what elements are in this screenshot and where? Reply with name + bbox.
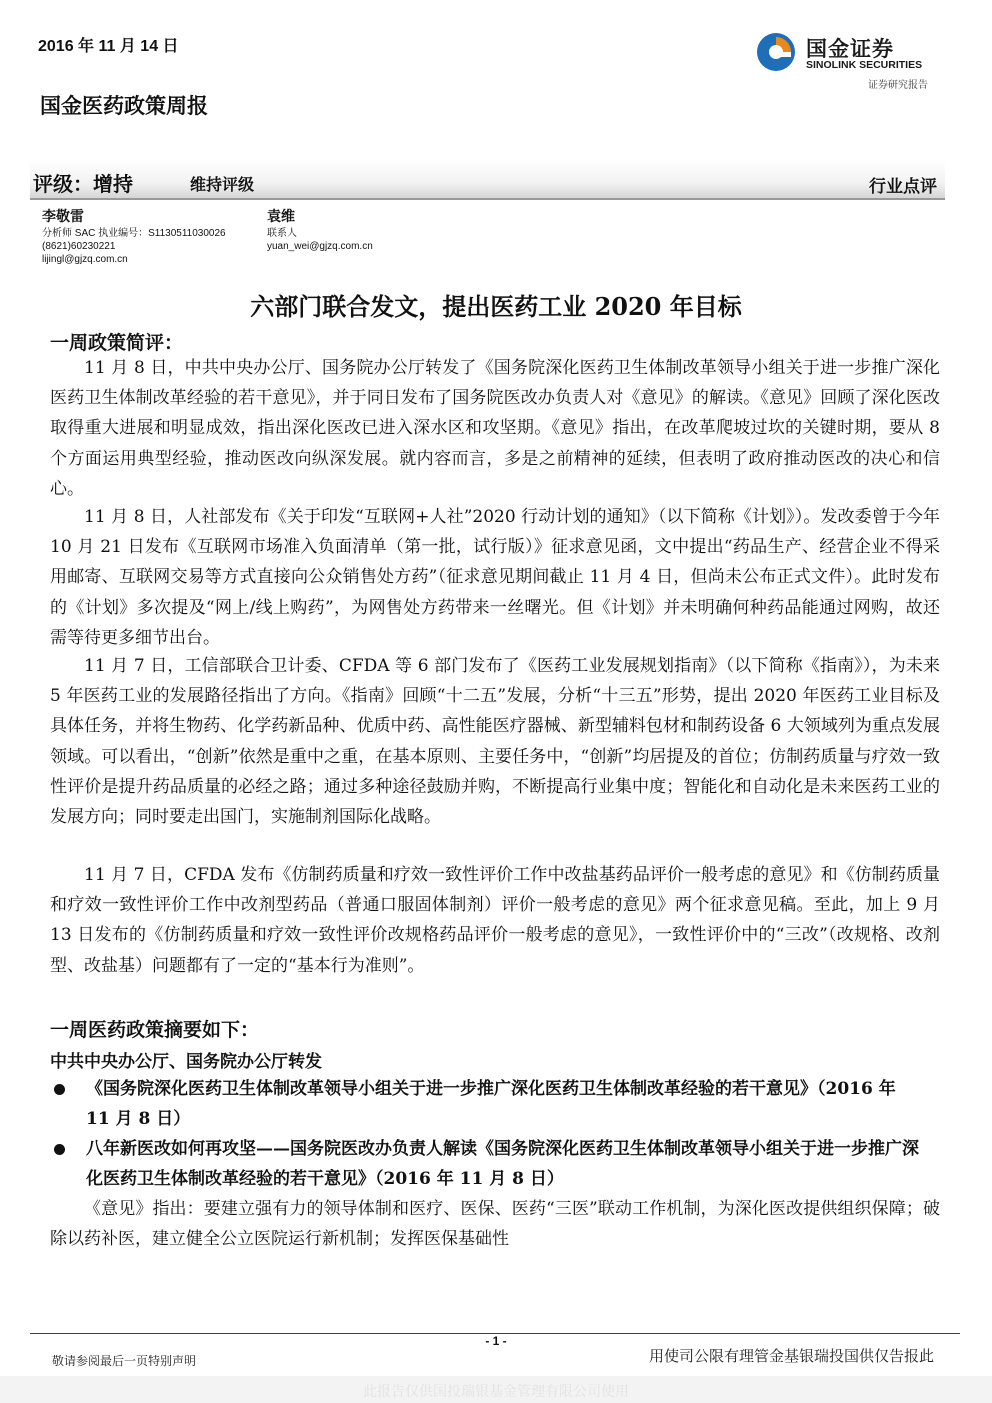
list-item bbox=[50, 1134, 920, 1194]
author-name: 李敬雷 bbox=[42, 209, 84, 225]
list-item bbox=[50, 1074, 920, 1134]
author-block bbox=[267, 207, 373, 253]
body-paragraph: 11 月 8 日，中共中央办公厅、国务院办公厅转发了《国务院深化医药卫生体制改革领导小组关于进一步推广深化医药卫生体制改革经验的若干意见》，并于同日发布了国务院医改办负责人对《意见》的解读。《意见》回顾了深化医改取得重大进展和明显成效，指出深化医改已进入深水区和攻坚期。《意见》指出，在改革爬坡过坎的关键时期，要从 8 个方面运用典型经验，推动医改向纵深发展。就内容而言，多是之前精神的延续，但表明了政府推动医改的决心和信心。 bbox=[50, 358, 940, 499]
bullet-dot-icon bbox=[54, 1084, 65, 1095]
logo-cn-text: 国金证券 bbox=[806, 37, 894, 61]
rating-sub: 维持评级 bbox=[190, 175, 255, 194]
author-credential: 分析师 SAC 执业编号：S1130511030026 bbox=[42, 228, 226, 239]
watermark: 此报告仅供国投瑞银基金管理有限公司使用 bbox=[363, 1384, 629, 1400]
section-title: 一周政策简评： bbox=[50, 332, 184, 354]
rating-bar bbox=[30, 160, 945, 200]
headline: 六部门联合发文，提出医药工业 2020 年目标 bbox=[250, 292, 742, 321]
summary-paragraph: 《意见》指出：要建立强有力的领导体制和医疗、医保、医药“三医”联动工作机制，为深化医改提供组织保障；破除以药补医，建立健全公立医院运行新机制；发挥医保基础性 bbox=[50, 1199, 940, 1249]
author-role: 联系人 bbox=[267, 228, 297, 239]
body-paragraph: 11 月 8 日，人社部发布《关于印发“互联网+人社”2020 行动计划的通知》（以下简称《计划》）。发改委曾于今年 10 月 21 日发布《互联网市场准入负面清单（第一批，试行版）》征求意见函，文中提出“药品生产、经营企业不得采用邮寄、互联网交易等方式直接向公众销售处方药”（征求意见期间截止 11 月 4 日，但尚未公布正式文件）。此时发布的《计划》多次提及“网上/线上购药”，为网售处方药带来一丝曙光。但《计划》并未明确何种药品能通过网购，故还需等待更多细节出台。 bbox=[50, 507, 940, 648]
body-paragraph: 11 月 7 日，CFDA 发布《仿制药质量和疗效一致性评价工作中改盐基药品评价一般考虑的意见》和《仿制药质量和疗效一致性评价工作中改剂型药品（普通口服固体制剂）评价一般考虑的意见》两个征求意见稿。至此，加上 9 月 13 日发布的《仿制药质量和疗效一致性评价改规格药品评价一般考虑的意见》，一致性评价中的“三改”（改规格、改剂型、改盐基）问题都有了一定的“基本行为准则”。 bbox=[50, 865, 940, 976]
footer-disclaimer: 敬请参阅最后一页特别声明 bbox=[52, 1354, 197, 1368]
body-paragraph: 11 月 7 日，工信部联合卫计委、CFDA 等 6 部门发布了《医药工业发展规划指南》（以下简称《指南》），为未来 5 年医药工业的发展路径指出了方向。《指南》回顾“十二五”发展，分析“十三五”形势，提出 2020 年医药工业目标及具体任务，并将生物药、化学药新品种、优质中药、高性能医疗器械、新型辅料包材和制药设备 6 大领域列为重点发展领域。可以看出，“创新”依然是重中之重，在基本原则、主要任务中，“创新”均居提及的首位；仿制药质量与疗效一致性评价是提升药品质量的必经之路；通过多种途径鼓励并购，不断提高行业集中度；智能化和自动化是未来医药工业的发展方向；同时要走出国门，实施制剂国际化战略。 bbox=[50, 656, 940, 828]
sinolink-logo bbox=[756, 30, 946, 90]
sinolink-logo-icon bbox=[756, 32, 796, 72]
logo-en-text: SINOLINK SECURITIES bbox=[806, 59, 923, 71]
bullet-dot-icon bbox=[54, 1144, 65, 1155]
footer-mirrored-text: 用使司公限有理管金基银瑞投国供仅告报此 bbox=[648, 1347, 934, 1365]
rating-label: 评级：增持 bbox=[33, 172, 133, 196]
author-email: lijingl@gjzq.com.cn bbox=[42, 254, 128, 265]
report-title: 国金医药政策周报 bbox=[40, 93, 208, 118]
page-number: - 1 - bbox=[485, 1334, 507, 1348]
list-item-text: 八年新医改如何再攻坚——国务院医改办负责人解读《国务院深化医药卫生体制改革领导小组关于进一步推广深化医药卫生体制改革经验的若干意见》（2016 年 11 月 8 日） bbox=[86, 1139, 919, 1189]
author-block bbox=[42, 207, 226, 266]
org-heading: 中共中央办公厅、国务院办公厅转发 bbox=[50, 1052, 322, 1072]
section-title: 一周医药政策摘要如下： bbox=[50, 1019, 260, 1041]
report-date: 2016 年 11 月 14 日 bbox=[38, 38, 179, 55]
author-phone: (8621)60230221 bbox=[42, 241, 116, 252]
logo-subtitle: 证券研究报告 bbox=[868, 80, 928, 91]
author-email: yuan_wei@gjzq.com.cn bbox=[267, 241, 373, 252]
list-item-text: 《国务院深化医药卫生体制改革领导小组关于进一步推广深化医药卫生体制改革经验的若干意见》（2016 年 11 月 8 日） bbox=[86, 1079, 896, 1129]
author-name: 袁维 bbox=[267, 209, 295, 225]
report-type: 行业点评 bbox=[869, 177, 937, 197]
